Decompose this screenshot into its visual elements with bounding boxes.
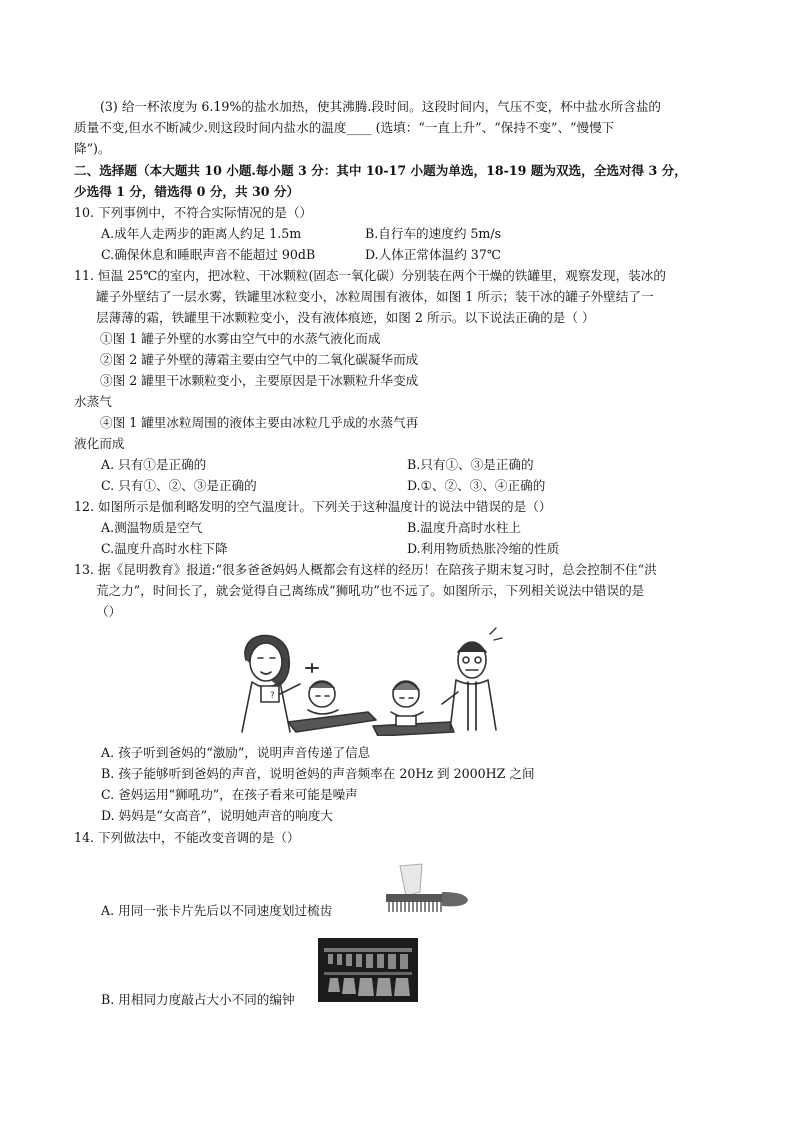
q13-option-d: D. 妈妈是“女高音”，说明她声音的响度大 [101, 808, 334, 823]
svg-text:?: ? [270, 691, 275, 701]
q14-option-a: A. 用同一张卡片先后以不同速度划过梳齿 [101, 903, 333, 918]
q12-option-b: B.温度升高时水柱上 [407, 520, 522, 535]
q3-line-2: 质量不变,但水不断减少.则这段时间内盐水的温度____ (选填：“一直上升”、“保持不变”、“慢慢下 [74, 120, 615, 135]
q11-statement-4: ④图 1 罐里冰粒周围的液体主要由冰粒几乎成的水蒸气再 [100, 415, 419, 430]
q11-statement-3: ③图 2 罐里干冰颗粒变小，主要原因是干冰颗粒升华变成 [100, 373, 419, 388]
q11-line-1: 11. 恒温 25℃的室内，把冰粒、干冰颗粒(固态一氧化碳）分别装在两个干燥的铁罐里，观察发现，装冰的 [74, 268, 666, 283]
q13-line-3: （） [96, 604, 122, 619]
section-2-header-line-2: 少选得 1 分，错选得 0 分，共 30 分） [74, 184, 300, 199]
comb-and-card-image [382, 862, 470, 916]
chime-bells-image [318, 938, 418, 1002]
q11-line-3: 层薄薄的霜，铁罐里干冰颗粒变小，没有液体痕迹，如图 2 所示。以下说法正确的是（ ） [96, 310, 595, 325]
q12-option-a: A.测温物质是空气 [101, 520, 203, 535]
q11-statement-4-cont: 液化而成 [74, 436, 125, 451]
parents-scolding-children-illustration [228, 622, 510, 736]
q10-option-c: C.确保休息和睡眠声音不能超过 90dB [101, 247, 316, 262]
q3-line-1: (3) 给一杯浓度为 6.19%的盐水加热，使其沸腾.段时间。这段时间内，气压不变，杯中盐水所含盐的 [100, 99, 662, 114]
q11-statement-1: ①图 1 罐子外壁的水雾由空气中的水蒸气液化而成 [100, 331, 381, 346]
q12-stem: 12. 如图所示是伽利略发明的空气温度计。下列关于这种温度计的说法中错误的是（） [74, 499, 552, 514]
q11-option-a: A. 只有①是正确的 [101, 457, 207, 472]
q11-line-2: 罐子外壁结了一层水雾，铁罐里冰粒变小，冰粒周围有液体，如图 1 所示；装干冰的罐子外壁结了一 [96, 289, 654, 304]
q10-option-d: D.人体正常体温约 37℃ [365, 247, 501, 262]
q13-option-c: C. 爸妈运用“狮吼功”，在孩子看来可能是噪声 [101, 787, 358, 802]
section-2-header-line-1: 二、选择题（本大题共 10 小题.每小题 3 分：其中 10-17 小题为单选，18-19 题为双选，全选对得 3 分， [74, 163, 687, 178]
q12-option-c: C.温度升高时水柱下降 [101, 541, 228, 556]
q10-stem: 10. 下列事例中，不符合实际情况的是（） [74, 205, 313, 220]
q11-option-d: D.①、②、③、④正确的 [407, 478, 546, 493]
q11-statement-3-cont: 水蒸气 [74, 394, 112, 409]
q11-option-b: B.只有①、③是正确的 [407, 457, 534, 472]
q11-option-c: C. 只有①、②、③是正确的 [101, 478, 257, 493]
q11-statement-2: ②图 2 罐子外壁的薄霜主要由空气中的二氧化碳凝华而成 [100, 352, 419, 367]
q14-stem: 14. 下列做法中，不能改变音调的是（） [74, 830, 300, 845]
q10-option-b: B.自行车的速度约 5m/s [365, 226, 502, 241]
q3-line-3: 降”)。 [74, 141, 111, 156]
q13-option-b: B. 孩子能够听到爸妈的声音，说明爸妈的声音频率在 20Hz 到 2000HZ 之间 [101, 766, 535, 781]
q14-option-b: B. 用相同力度敲占大小不同的编钟 [101, 992, 295, 1007]
q12-option-d: D.利用物质热胀冷缩的性质 [407, 541, 560, 556]
q13-line-2: 荒之力”，时间长了，就会觉得自己离练成“狮吼功”也不远了。如图所示，下列相关说法中错误的是 [96, 583, 645, 598]
q13-line-1: 13. 据《昆明教育》报道:“很多爸爸妈妈人概都会有这样的经历！在陪孩子期末复习时，总会控制不住“洪 [74, 562, 657, 577]
q10-option-a: A.成年人走两步的距离人约足 1.5m [101, 226, 302, 241]
q13-option-a: A. 孩子听到爸妈的“激励”，说明声音传递了信息 [101, 745, 371, 760]
